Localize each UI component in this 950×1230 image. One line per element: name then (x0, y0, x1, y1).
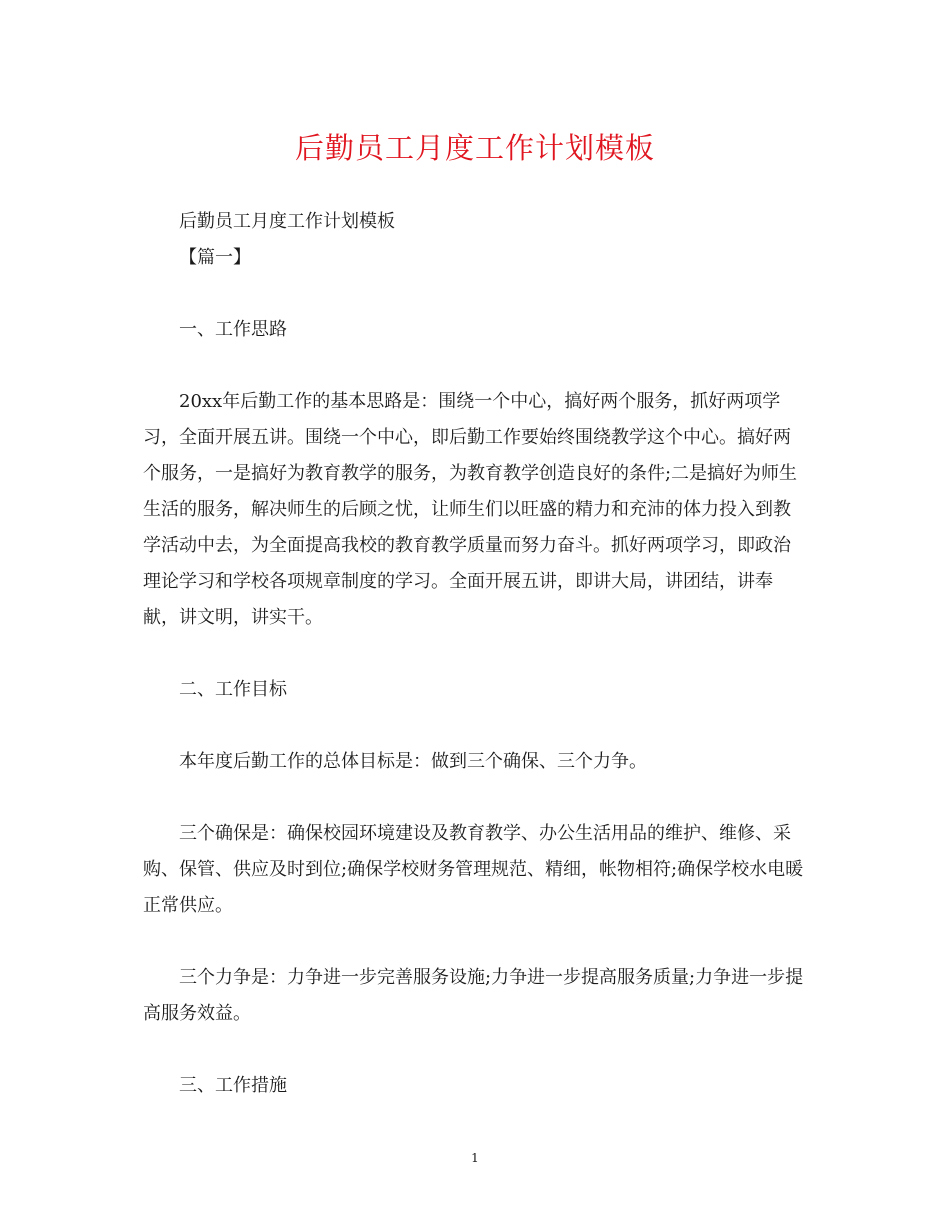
blank-line (143, 636, 805, 672)
section-marker: 【篇一】 (179, 247, 251, 268)
blank-line (143, 708, 805, 744)
paragraph-overall-goal: 本年度后勤工作的总体目标是：做到三个确保、三个力争。 (179, 751, 647, 772)
blank-line (143, 1032, 805, 1068)
page-number: 1 (471, 1151, 479, 1165)
paragraph-work-approach: 20xx年后勤工作的基本思路是：围绕一个中心，搞好两个服务，抓好两项学习，全面开展五讲。围绕一个中心，即后勤工作要始终围绕教学这个中心。搞好两个服务，一是搞好为教育教学的服务，为教育教学创造良好的条件;二是搞好为师生生活的服务，解决师生的后顾之忧，让师生们以旺盛的精力和充沛的体力投入到教学活动中去，为全面提高我校的教育教学质量而努力奋斗。抓好两项学习，即政治理论学习和学校各项规章制度的学习。全面开展五讲，即讲大局，讲团结，讲奉献，讲文明，讲实干。 (143, 391, 798, 628)
heading-work-approach: 一、工作思路 (179, 319, 287, 340)
document-title: 后勤员工月度工作计划模板 (294, 131, 655, 165)
blank-line (143, 924, 805, 960)
paragraph-three-ensures: 三个确保是：确保校园环境建设及教育教学、办公生活用品的维护、维修、采购、保管、供应及时到位;确保学校财务管理规范、精细，帐物相符;确保学校水电暖正常供应。 (143, 823, 804, 916)
blank-line (143, 780, 805, 816)
heading-work-measures: 三、工作措施 (179, 1075, 287, 1096)
document-body (143, 204, 805, 1104)
blank-line (143, 348, 805, 384)
paragraph-three-strives: 三个力争是：力争进一步完善服务设施;力争进一步提高服务质量;力争进一步提高服务效益。 (143, 967, 804, 1024)
subtitle-paragraph: 后勤员工月度工作计划模板 (179, 211, 395, 232)
heading-work-goals: 二、工作目标 (179, 679, 287, 700)
blank-line (143, 276, 805, 312)
